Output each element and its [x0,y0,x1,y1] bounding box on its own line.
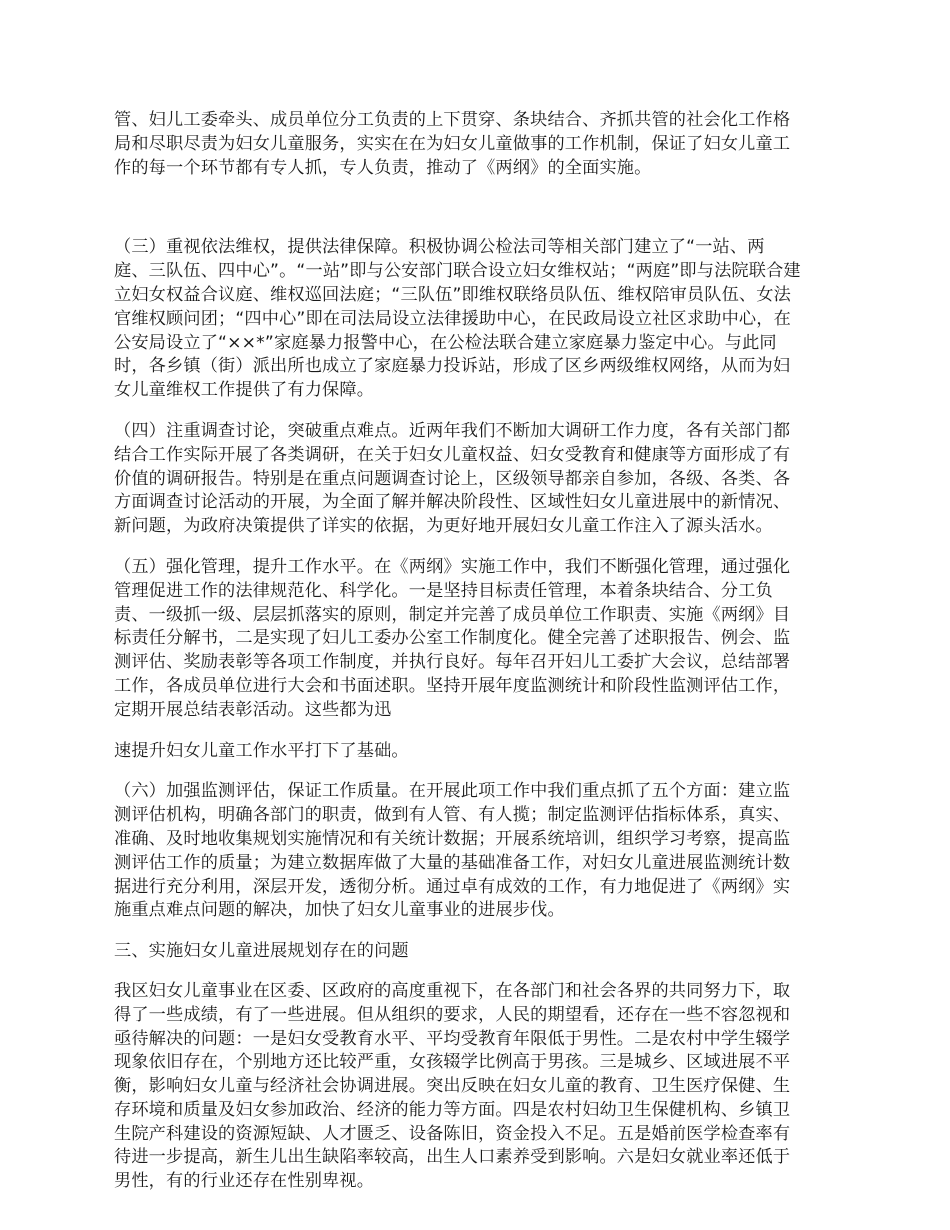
paragraph-section-3 [114,236,844,403]
paragraph-spacer [114,923,844,940]
text-line: 官维权顾问团；“四中心”即在司法局设立法律援助中心，在民政局设立社区求助中心，在 [114,308,791,329]
text-line: 庭、三队伍、四中心”。“一站”即与公安部门联合设立妇女维权站；“两庭”即与法院联合建 [114,261,801,282]
text-line: 衡，影响妇女儿童与经济社会协调进展。突出反映在妇女儿童的教育、卫生医疗保健、生 [114,1076,791,1097]
text-line: 方面调查讨论活动的开展，为全面了解并解决阶段性、区域性妇女儿童进展中的新情况、 [114,492,791,513]
text-line: 施重点难点问题的解决，加快了妇女儿童事业的进展步伐。 [114,900,565,921]
paragraph-spacer [114,964,844,980]
text-line: 三、实施妇女儿童进展规划存在的问题 [114,941,409,962]
text-line: 责、一级抓一级、层层抓落实的原则，制定并完善了成员单位工作职责、实施《两纲》目 [114,604,791,625]
text-line: 工作，各成员单位进行大会和书面述职。坚持开展年度监测统计和阶段性监测评估工作， [114,675,791,696]
text-line: 测评估工作的质量；为建立数据库做了大量的基础准备工作，对妇女儿童进展监测统计数 [114,852,791,873]
text-line: 结合工作实际开展了各类调研，在关于妇女儿童权益、妇女受教育和健康等方面形成了有 [114,444,791,465]
text-line: 作的每一个环节都有专人抓，专人负责，推动了《两纲》的全面实施。 [114,157,652,178]
text-line: 现象依旧存在，个别地方还比较严重，女孩辍学比例高于男孩。三是城乡、区域进展不平 [114,1052,791,1073]
paragraph-spacer [114,403,844,420]
text-line: 生院产科建设的资源短缺、人才匮乏、设备陈旧，资金投入不足。五是婚前医学检查率有 [114,1123,791,1144]
text-line: 管、妇儿工委牵头、成员单位分工负责的上下贯穿、条块结合、齐抓共管的社会化工作格 [114,110,791,130]
paragraph-spacer [114,180,844,236]
text-line: 新问题，为政府决策提供了详实的依据，为更好地开展妇女儿童工作注入了源头活水。 [114,516,773,537]
paragraph-spacer [114,539,844,556]
text-line: 存环境和质量及妇女参加政治、经济的能力等方面。四是农村妇幼卫生保健机构、乡镇卫 [114,1099,791,1120]
text-line: 准确、及时地收集规划实施情况和有关统计数据；开展系统培训，组织学习考察，提高监 [114,828,791,849]
text-line: （四）注重调查讨论，突破重点难点。近两年我们不断加大调研工作力度，各有关部门都 [114,420,791,441]
text-line: 测评估、奖励表彰等各项工作制度，并执行良好。每年召开妇儿工委扩大会议，总结部署 [114,652,791,673]
text-line: 标责任分解书，二是实现了妇儿工委办公室工作制度化。健全完善了述职报告、例会、监 [114,628,791,649]
text-line: 速提升妇女儿童工作水平打下了基础。 [114,740,409,761]
text-line: 价值的调研报告。特别是在重点问题调查讨论上，区级领导都亲自参加，各级、各类、各 [114,468,791,489]
text-line: 公安局设立了“××*”家庭暴力报警中心，在公检法联合建立家庭暴力鉴定中心。与此同 [114,332,777,353]
paragraph-spacer [114,763,844,780]
text-line: 测评估机构，明确各部门的职责，做到有人管、有人揽；制定监测评估指标体系，真实、 [114,805,791,826]
text-line: （六）加强监测评估，保证工作质量。在开展此项工作中我们重点抓了五个方面：建立监 [114,781,791,802]
text-line: 时，各乡镇（街）派出所也成立了家庭暴力投诉站，形成了区乡两级维权网络，从而为妇 [114,356,791,377]
text-line: 局和尽职尽责为妇女儿童服务，实实在在为妇女儿童做事的工作机制，保证了妇女儿童工 [114,133,791,154]
text-line: 得了一些成绩，有了一些进展。但从组织的要求，人民的期望看，还存在一些不容忽视和 [114,1004,791,1025]
text-line: 女儿童维权工作提供了有力保障。 [114,380,375,401]
text-line: 男性，有的行业还存在性别卑视。 [114,1171,375,1192]
text-line: （五）强化管理，提升工作水平。在《两纲》实施工作中，我们不断强化管理，通过强化 [114,556,791,577]
text-line: 我区妇女儿童事业在区委、区政府的高度重视下，在各部门和社会各界的共同努力下，取 [114,980,791,1001]
text-line: 亟待解决的问题：一是妇女受教育水平、平均受教育年限低于男性。二是农村中学生辍学 [114,1028,791,1049]
paragraph-problems [114,980,844,1194]
text-line: 定期开展总结表彰活动。这些都为迅 [114,699,392,720]
paragraph-section-5-continued [114,740,844,764]
document-page [114,109,844,1194]
text-line: 立妇女权益合议庭、维权巡回法庭；“三队伍”即维权联络员队伍、维权陪审员队伍、女法 [114,284,791,305]
section-heading [114,940,844,964]
text-line: 待进一步提高，新生儿出生缺陷率较高，出生人口素养受到影响。六是妇女就业率还低于 [114,1147,791,1168]
text-line: 据进行充分利用，深层开发，透彻分析。通过卓有成效的工作，有力地促进了《两纲》实 [114,876,791,897]
text-line: 管理促进工作的法律规范化、科学化。一是坚持目标责任管理，本着条块结合、分工负 [114,580,773,601]
paragraph-continuation [114,109,844,180]
paragraph-section-4 [114,420,844,539]
text-line: （三）重视依法维权，提供法律保障。积极协调公检法司等相关部门建立了“一站、两 [114,237,765,258]
paragraph-section-5 [114,556,844,723]
paragraph-section-6 [114,780,844,923]
paragraph-spacer [114,723,844,740]
